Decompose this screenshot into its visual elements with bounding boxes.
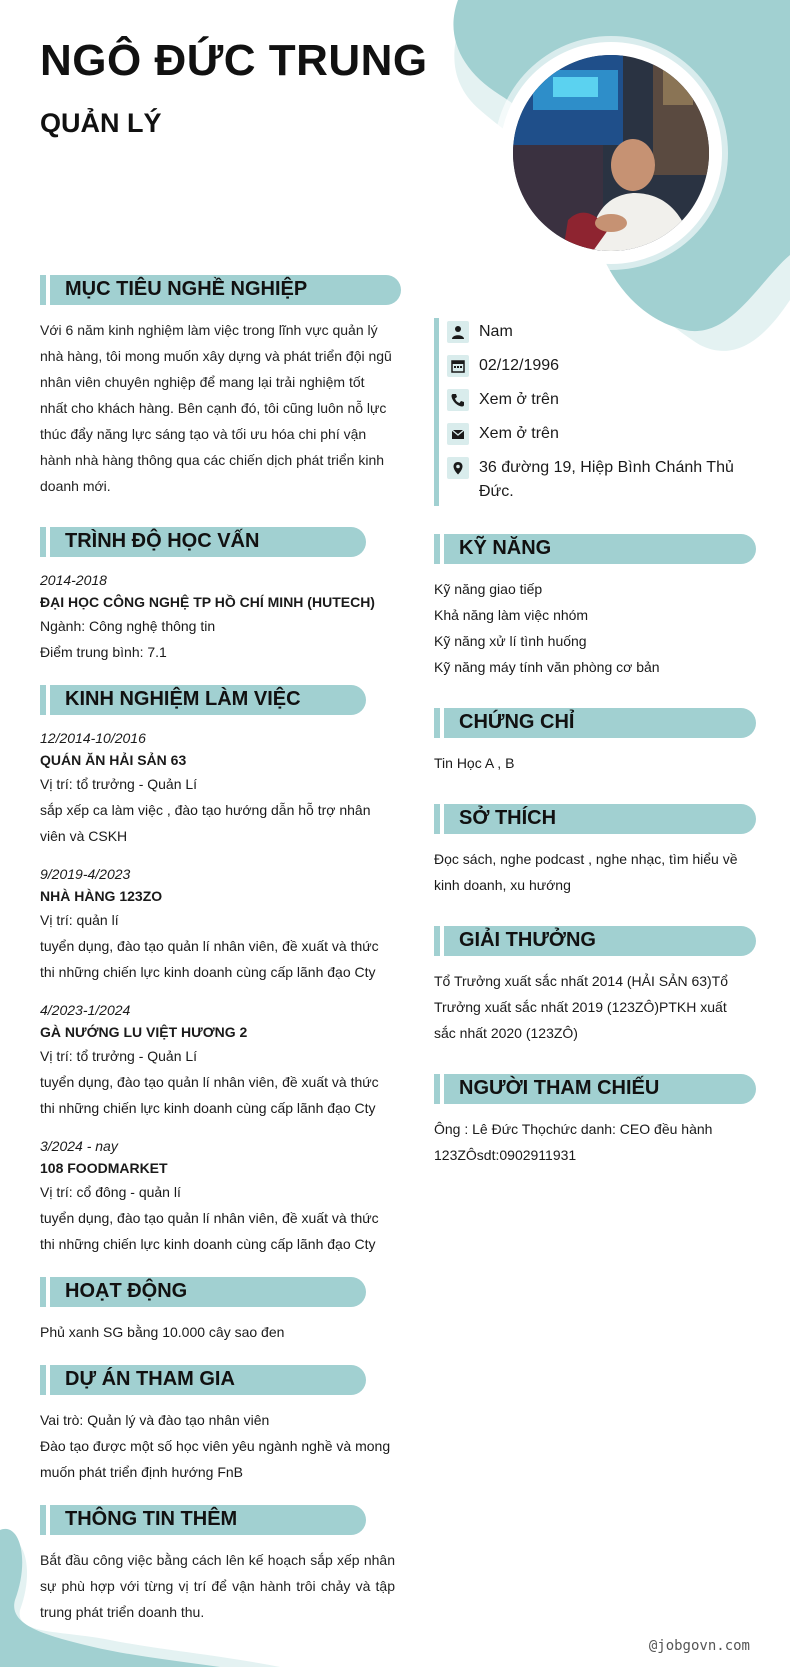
section-header-experience bbox=[40, 685, 366, 715]
phone-value: Xem ở trên bbox=[479, 391, 559, 408]
section-title: TRÌNH ĐỘ HỌC VẤN bbox=[65, 530, 260, 552]
skill-item: Kỹ năng giao tiếp bbox=[434, 581, 543, 597]
phone-row bbox=[447, 388, 750, 412]
avatar bbox=[500, 42, 722, 264]
section-header-more-info bbox=[40, 1505, 366, 1535]
experience-entry bbox=[40, 727, 395, 849]
experience-date: 9/2019-4/2023 bbox=[40, 866, 131, 882]
profile-photo bbox=[513, 55, 709, 251]
section-title: THÔNG TIN THÊM bbox=[65, 1508, 238, 1530]
activities-text: Phủ xanh SG bằng 10.000 cây sao đen bbox=[40, 1324, 285, 1340]
right-column bbox=[434, 318, 750, 1168]
references-text: Ông : Lê Đức Thọchức danh: CEO đều hành 123ZÔsdt:0902911931 bbox=[434, 1121, 713, 1163]
section-header-references bbox=[434, 1074, 756, 1104]
experience-entry bbox=[40, 999, 395, 1121]
calendar-icon bbox=[447, 355, 469, 377]
gender-row bbox=[447, 320, 750, 344]
awards-text: Tổ Trưởng xuất sắc nhất 2014 (HẢI SẢN 63)Tổ Trưởng xuất sắc nhất 2019 (123ZÔ)PTKH xuất sắc nhất 2020 (123ZÔ) bbox=[434, 973, 729, 1041]
education-date: 2014-2018 bbox=[40, 572, 107, 588]
experience-org: QUÁN ĂN HẢI SẢN 63 bbox=[40, 752, 187, 768]
section-header-certificates bbox=[434, 708, 756, 738]
more-info-text: Bắt đầu công việc bằng cách lên kế hoạch sắp xếp nhân sự phù hợp với từng vị trí để vận hành trôi chảy và tập trung phát triển doanh thu. bbox=[40, 1552, 395, 1620]
section-header-awards bbox=[434, 926, 756, 956]
education-school: ĐẠI HỌC CÔNG NGHỆ TP HỒ CHÍ MINH (HUTECH) bbox=[40, 594, 375, 610]
experience-position: Vị trí: quản lí bbox=[40, 912, 119, 928]
section-title: SỞ THÍCH bbox=[459, 807, 557, 829]
section-header-hobbies bbox=[434, 804, 756, 834]
skill-item: Khả năng làm việc nhóm bbox=[434, 607, 589, 623]
section-header-objective bbox=[40, 275, 401, 305]
experience-org: NHÀ HÀNG 123ZO bbox=[40, 888, 163, 904]
experience-date: 12/2014-10/2016 bbox=[40, 730, 146, 746]
skill-item: Kỹ năng xử lí tình huống bbox=[434, 633, 587, 649]
location-icon bbox=[447, 457, 469, 479]
address-value: 36 đường 19, Hiệp Bình Chánh Thủ Đức. bbox=[479, 459, 734, 500]
section-header-projects bbox=[40, 1365, 366, 1395]
mail-icon bbox=[447, 423, 469, 445]
left-column bbox=[40, 275, 395, 1625]
experience-desc: tuyển dụng, đào tạo quản lí nhân viên, đề xuất và thức thi những chiến lực kinh doanh cùng cấp lãnh đạo Cty bbox=[40, 1074, 379, 1116]
section-title: NGƯỜI THAM CHIẾU bbox=[459, 1077, 660, 1099]
section-title: KỸ NĂNG bbox=[459, 537, 552, 559]
experience-position: Vị trí: cổ đông - quản lí bbox=[40, 1184, 181, 1200]
education-major: Ngành: Công nghệ thông tin bbox=[40, 618, 216, 634]
experience-position: Vị trí: tổ trưởng - Quản Lí bbox=[40, 776, 198, 792]
skill-item: Kỹ năng máy tính văn phòng cơ bản bbox=[434, 659, 660, 675]
section-title: GIẢI THƯỞNG bbox=[459, 929, 596, 951]
contact-info bbox=[434, 318, 750, 506]
experience-entry bbox=[40, 863, 395, 985]
phone-icon bbox=[447, 389, 469, 411]
email-row bbox=[447, 422, 750, 446]
section-title: DỰ ÁN THAM GIA bbox=[65, 1368, 235, 1390]
experience-desc: tuyển dụng, đào tạo quản lí nhân viên, đề xuất và thức thi những chiến lực kinh doanh cùng cấp lãnh đạo Cty bbox=[40, 938, 379, 980]
section-header-activities bbox=[40, 1277, 366, 1307]
gender-value: Nam bbox=[479, 323, 513, 340]
projects-role: Vai trò: Quản lý và đào tạo nhân viên bbox=[40, 1412, 270, 1428]
email-value: Xem ở trên bbox=[479, 425, 559, 442]
experience-org: 108 FOODMARKET bbox=[40, 1160, 168, 1176]
experience-org: GÀ NƯỚNG LU VIỆT HƯƠNG 2 bbox=[40, 1024, 248, 1040]
birthdate-value: 02/12/1996 bbox=[479, 357, 560, 374]
education-gpa: Điểm trung bình: 7.1 bbox=[40, 644, 167, 660]
section-title: HOẠT ĐỘNG bbox=[65, 1280, 188, 1302]
person-icon bbox=[447, 321, 469, 343]
hobbies-text: Đọc sách, nghe podcast , nghe nhạc, tìm hiểu về kinh doanh, xu hướng bbox=[434, 851, 738, 893]
objective-text: Với 6 năm kinh nghiệm làm việc trong lĩnh vực quản lý nhà hàng, tôi mong muốn xây dựng và phát triển đội ngũ nhân viên chuyên nghiệp để mang lại trải nghiệm tốt nhất cho khách hàng. Bên cạnh đó, tôi cũng luôn nỗ lực thúc đẩy năng lực sáng tạo và tối ưu hóa chi phí vận hành nhà hàng thông qua các chiến dịch phát triển kinh doanh mới. bbox=[40, 322, 392, 494]
projects-desc: Đào tạo được một số học viên yêu ngành nghề và mong muốn phát triển định hướng FnB bbox=[40, 1438, 391, 1480]
experience-position: Vị trí: tổ trưởng - Quản Lí bbox=[40, 1048, 198, 1064]
section-header-skills bbox=[434, 534, 756, 564]
watermark: @jobgovn.com bbox=[648, 1638, 750, 1654]
address-row bbox=[447, 456, 750, 504]
experience-date: 3/2024 - nay bbox=[40, 1138, 118, 1154]
section-title: CHỨNG CHỈ bbox=[459, 711, 575, 733]
section-title: KINH NGHIỆM LÀM VIỆC bbox=[65, 688, 301, 710]
experience-desc: sắp xếp ca làm việc , đào tạo hướng dẫn hỗ trợ nhân viên và CSKH bbox=[40, 802, 371, 844]
section-header-education bbox=[40, 527, 366, 557]
experience-desc: tuyển dụng, đào tạo quản lí nhân viên, đề xuất và thức thi những chiến lực kinh doanh cùng cấp lãnh đạo Cty bbox=[40, 1210, 379, 1252]
experience-entry bbox=[40, 1135, 395, 1257]
candidate-name: NGÔ ĐỨC TRUNG bbox=[40, 36, 428, 85]
birthdate-row bbox=[447, 354, 750, 378]
experience-date: 4/2023-1/2024 bbox=[40, 1002, 131, 1018]
section-title: MỤC TIÊU NGHỀ NGHIỆP bbox=[65, 278, 308, 300]
candidate-role: QUẢN LÝ bbox=[40, 108, 162, 138]
certificates-text: Tin Học A , B bbox=[434, 755, 515, 771]
